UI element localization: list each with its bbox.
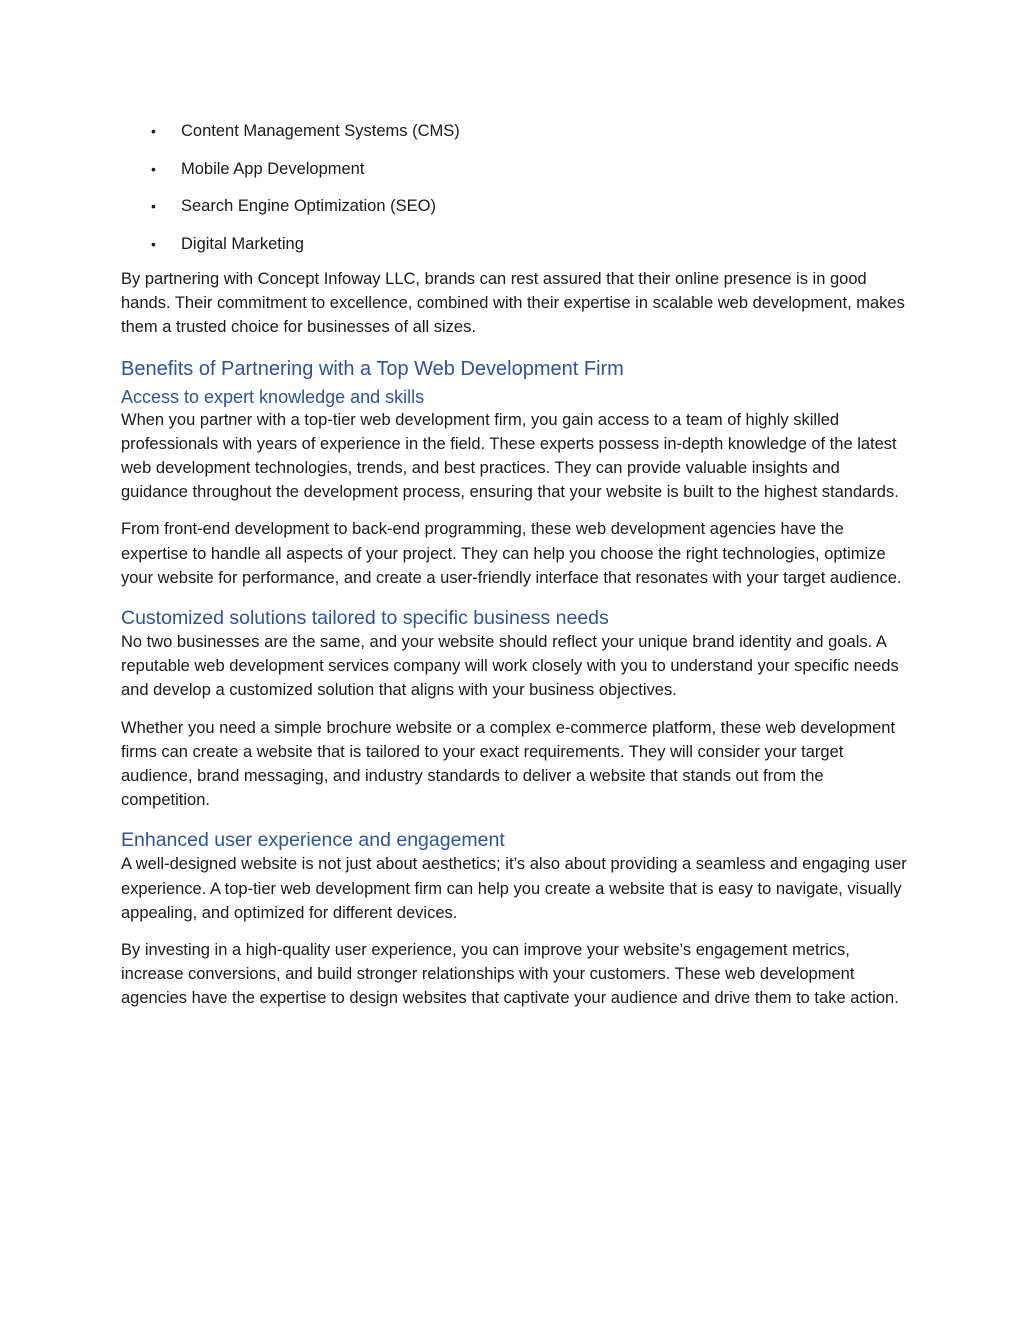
section-heading-customized-solutions: Customized solutions tailored to specific business needs [121,607,609,630]
section-paragraph: No two businesses are the same, and your website should reflect your unique brand identity and goals. A reputable web development services company will work closely with you to understand your specific needs and develop a customized solution that aligns with your business objectives. [121,633,899,700]
section-paragraph: A well-designed website is not just about aesthetics; it’s also about providing a seamless and engaging user experience. A top-tier web development firm can help you create a website that is easy to navigate, visually appealing, and optimized for different devices. [121,855,907,922]
list-item-text: Search Engine Optimization (SEO) [181,197,436,215]
section-paragraph: From front-end development to back-end programming, these web development agencies have the expertise to handle all aspects of your project. They can help you choose the right technologies, optimize your website for performance, and create a user-friendly interface that resonates with your target audience. [121,520,902,587]
bullet-icon: • [151,123,156,139]
list-item [121,232,911,256]
section-paragraph: When you partner with a top-tier web development firm, you gain access to a team of highly skilled professionals with years of experience in the field. These experts possess in-depth knowledge of the latest web development technologies, trends, and best practices. They can provide valuable insights and guidance throughout the development process, ensuring that your website is built to the highest standards. [121,410,899,502]
bullet-icon: • [151,160,156,177]
list-item [121,194,911,218]
section-paragraph: Whether you need a simple brochure website or a complex e-commerce platform, these web development firms can create a website that is tailored to your exact requirements. They will consider your target audience, brand messaging, and industry standards to deliver a website that stands out from the competition. [121,718,896,810]
list-item [121,157,911,181]
document-page [121,119,911,1024]
main-heading: Benefits of Partnering with a Top Web Development Firm [121,357,624,380]
list-item-text: Digital Marketing [181,234,304,253]
services-bullet-list [121,119,911,256]
intro-paragraph: By partnering with Concept Infoway LLC, brands can rest assured that their online presence is in good hands. Their commitment to excellence, combined with their expertise in scalable web development, makes them a trusted choice for businesses of all sizes. [121,270,905,337]
list-item [121,119,911,143]
section-heading-expert-knowledge: Access to expert knowledge and skills [121,386,425,407]
bullet-icon: • [151,198,156,214]
section-paragraph: By investing in a high-quality user experience, you can improve your website’s engagement metrics, increase conversions, and build stronger relationships with your customers. These web development agencies have the expertise to design websites that captivate your audience and drive them to take action. [121,941,899,1008]
list-item-text: Mobile App Development [181,159,365,178]
bullet-icon: • [151,235,156,252]
list-item-text: Content Management Systems (CMS) [181,122,460,140]
section-heading-user-experience: Enhanced user experience and engagement [121,829,505,852]
